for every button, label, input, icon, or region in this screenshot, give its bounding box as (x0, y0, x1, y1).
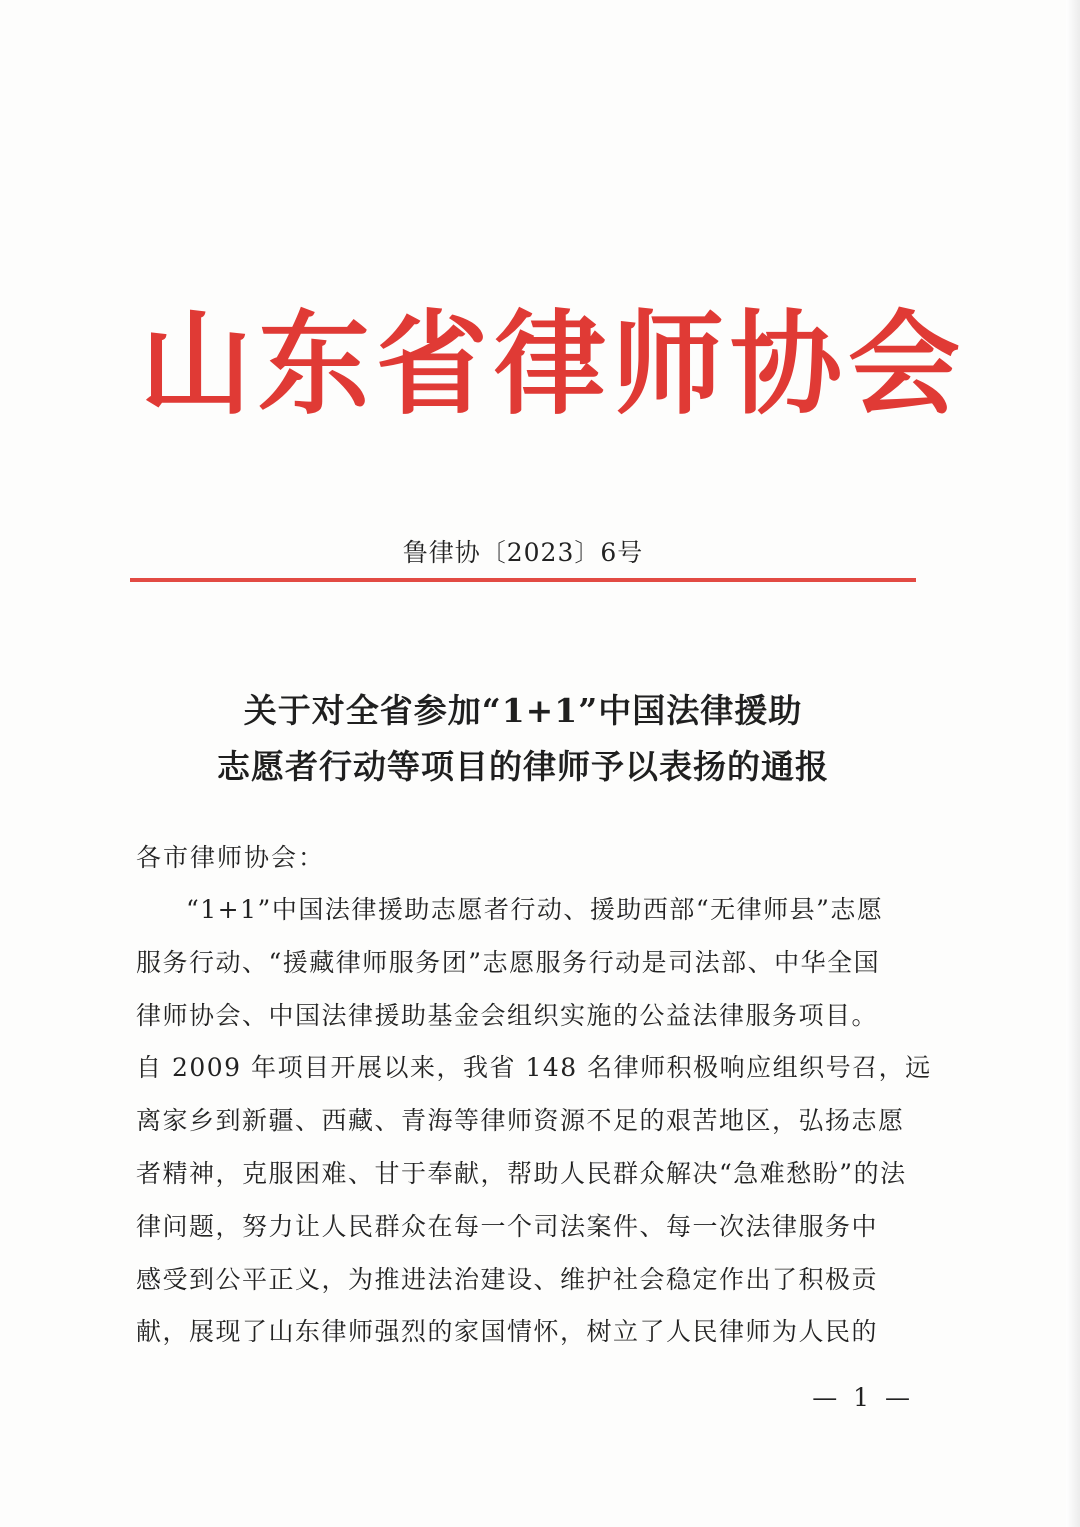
letterhead-org-name: 山东省律师协会 (140, 299, 966, 430)
body-line: 献，展现了山东律师强烈的家国情怀，树立了人民律师为人民的 (136, 1317, 879, 1347)
body-line: 自 2009 年项目开展以来，我省 148 名律师积极响应组织号召，远 (136, 1053, 932, 1083)
body-line: 律问题，努力让人民群众在每一个司法案件、每一次法律服务中 (136, 1211, 879, 1241)
body-line: 离家乡到新疆、西藏、青海等律师资源不足的艰苦地区，弘扬志愿 (136, 1106, 905, 1136)
notice-title (130, 683, 916, 795)
notice-title-line: 关于对全省参加“1+1”中国法律援助 (243, 691, 803, 730)
document-number: 鲁律协〔2023〕6号 (402, 538, 644, 567)
letterhead-red-rule (130, 578, 916, 582)
scan-edge (1066, 0, 1080, 1527)
body-line: 感受到公平正义，为推进法治建设、维护社会稳定作出了积极贡 (136, 1264, 879, 1294)
body-line: “1+1”中国法律援助志愿者行动、援助西部“无律师县”志愿 (186, 895, 884, 924)
body-line: 者精神，克服困难、甘于奉献，帮助人民群众解决“急难愁盼”的法 (136, 1158, 907, 1188)
body-line: 服务行动、“援藏律师服务团”志愿服务行动是司法部、中华全国 (136, 947, 881, 977)
salutation: 各市律师协会： (136, 843, 326, 872)
body-line: 律师协会、中国法律援助基金会组织实施的公益法律服务项目。 (136, 1000, 879, 1030)
page-number: — 1 — (812, 1383, 914, 1412)
notice-title-line: 志愿者行动等项目的律师予以表扬的通报 (217, 747, 829, 786)
notice-body (136, 832, 932, 1359)
